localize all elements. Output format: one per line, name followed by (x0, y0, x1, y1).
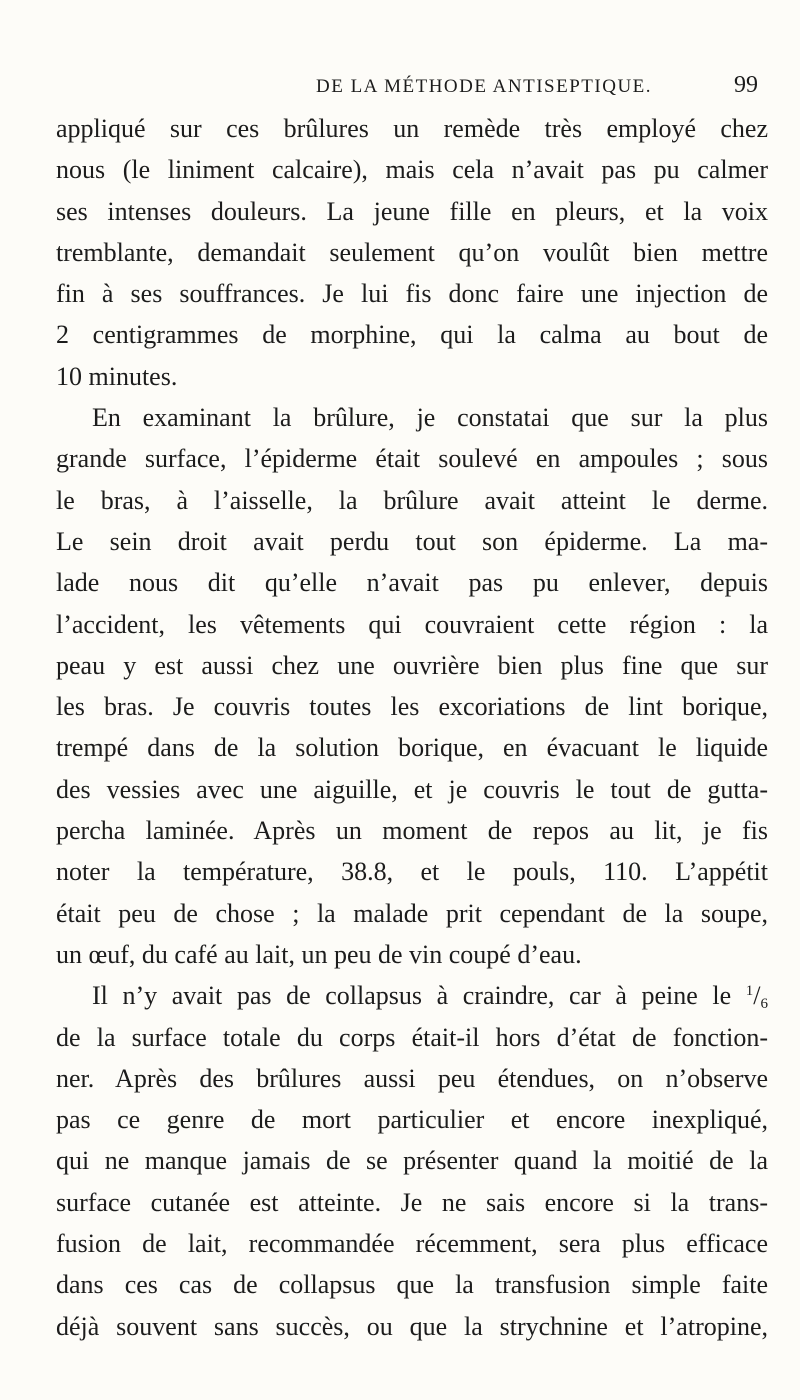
text-line: fin à ses souffrances. Je lui fis donc faire une injection de (56, 279, 768, 309)
text-line: qui ne manque jamais de se présenter quand la moitié de la (56, 1146, 768, 1176)
text-line: 10 minutes. (56, 361, 178, 391)
text-line: de la surface totale du corps était-il hors d’état de fonction- (56, 1022, 768, 1052)
fraction-numerator: 1 (745, 983, 754, 1000)
text-line: les bras. Je couvris toutes les excoriations de lint borique, (56, 692, 768, 722)
text-line: lade nous dit qu’elle n’avait pas pu enlever, depuis (56, 568, 768, 598)
text-line: le bras, à l’aisselle, la brûlure avait atteint le derme. (56, 485, 768, 515)
fraction-denominator: 6 (760, 996, 768, 1013)
running-head: DE LA MÉTHODE ANTISEPTIQUE. (316, 76, 653, 97)
text-line: Le sein droit avait perdu tout son épiderme. La ma- (56, 526, 768, 556)
text-line: l’accident, les vêtements qui couvraient cette région : la (56, 609, 768, 639)
text-line: trempé dans de la solution borique, en évacuant le liquide (56, 733, 768, 763)
text-line: un œuf, du café au lait, un peu de vin coupé d’eau. (56, 939, 582, 969)
paragraph-start: Il n’y avait pas de collapsus à craindre, car à peine le $^1/_6$ (92, 981, 768, 1013)
body-text (56, 108, 768, 1347)
text-line: fusion de lait, recommandée récemment, sera plus efficace (56, 1229, 768, 1259)
page-number: 99 (734, 72, 758, 98)
text-line: déjà souvent sans succès, ou que la strychnine et l’atropine, (56, 1311, 768, 1341)
text-line: ner. Après des brûlures aussi peu étendues, on n’observe (56, 1063, 768, 1093)
text-line: percha laminée. Après un moment de repos au lit, je fis (56, 816, 768, 846)
text-line: était peu de chose ; la malade prit cependant de la soupe, (56, 898, 768, 928)
text-line: des vessies avec une aiguille, et je couvris le tout de gutta- (56, 774, 768, 804)
text-line: grande surface, l’épiderme était soulevé en ampoules ; sous (56, 444, 768, 474)
text-line: appliqué sur ces brûlures un remède très employé chez (56, 114, 768, 143)
text-fragment: Il n’y avait pas de collapsus à craindre, car à peine le (92, 981, 732, 1011)
text-line: dans ces cas de collapsus que la transfusion simple faite (56, 1270, 768, 1300)
text-line: surface cutanée est atteinte. Je ne sais encore si la trans- (56, 1187, 768, 1217)
page-header (56, 72, 768, 106)
text-line: pas ce genre de mort particulier et encore inexpliqué, (56, 1105, 768, 1135)
text-line: 2 centigrammes de morphine, qui la calma au bout de (56, 320, 768, 350)
text-line: tremblante, demandait seulement qu’on voulût bien mettre (56, 237, 768, 267)
text-line: peau y est aussi chez une ouvrière bien plus fine que sur (56, 650, 768, 680)
text-line: noter la température, 38.8, et le pouls, 110. L’appétit (56, 857, 768, 887)
text-line: nous (le liniment calcaire), mais cela n’avait pas pu calmer (56, 155, 768, 185)
text-line: ses intenses douleurs. La jeune fille en pleurs, et la voix (56, 196, 768, 226)
paragraph-start: En examinant la brûlure, je constatai que sur la plus (92, 403, 768, 433)
